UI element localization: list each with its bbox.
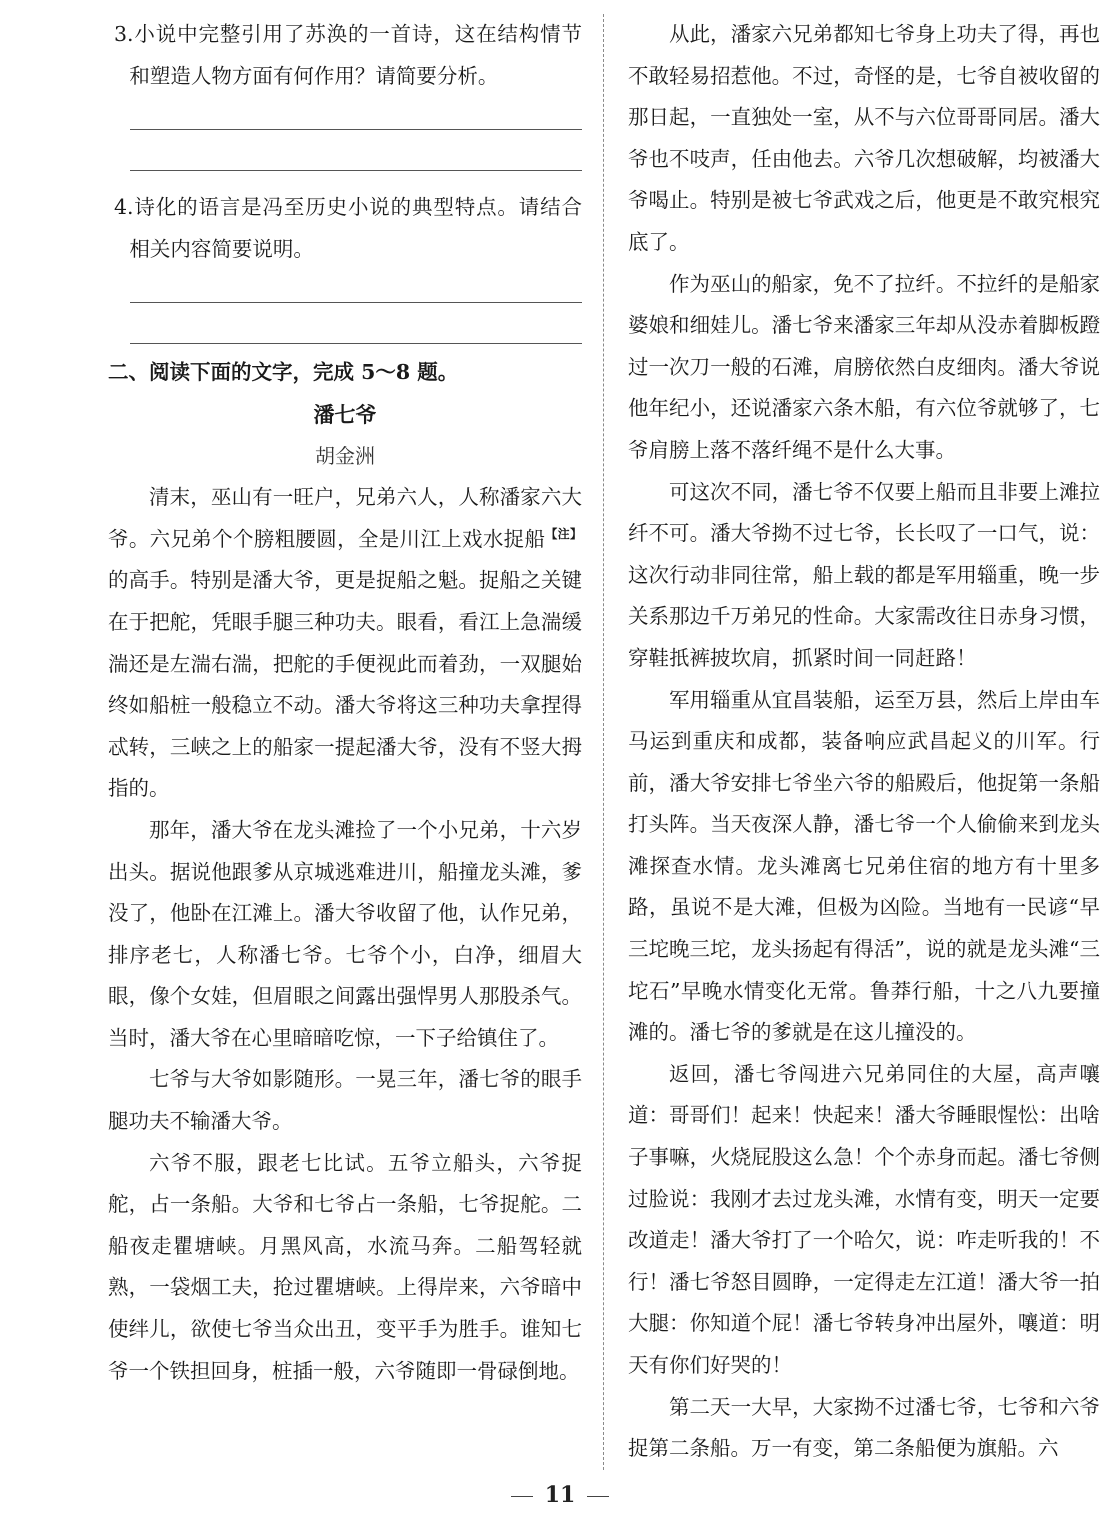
article-title: 潘七爷 (313, 401, 377, 427)
paragraph: 七爷与大爷如影随形。一晃三年，潘七爷的眼手腿功夫不输潘大爷。 (108, 1067, 582, 1134)
paragraph: 军用辎重从宜昌装船，运至万县，然后上岸由车马运到重庆和成都，装备响应武昌起义的川军。行前，潘大爷安排七爷坐六爷的船殿后，他捉第一条船打头阵。当天夜深人静，潘七爷一个人偷偷来到龙头滩探查水情。龙头滩离七兄弟住宿的地方有十里多路，虽说不是大滩，但极为凶险。当地有一民谚“早三坨晚三坨，龙头扬起有得活”，说的就是龙头滩“三坨石”早晚水情变化无常。鲁莽行船，十之八九要撞滩的。潘七爷的爹就是在这儿撞没的。 (628, 687, 1100, 1045)
dash-left (511, 1496, 533, 1497)
paragraph: 那年，潘大爷在龙头滩捡了一个小兄弟，十六岁出头。据说他跟爹从京城逃难进川，船撞龙头滩，爹没了，他卧在江滩上。潘大爷收留了他，认作兄弟，排序老七，人称潘七爷。七爷个小，白净，细眉大眼，像个女娃，但眉眼之间露出强悍男人那股杀气。当时，潘大爷在心里暗暗吃惊，一下子给镇住了。 (108, 817, 582, 1050)
paragraph: 作为巫山的船家，免不了拉纤。不拉纤的是船家婆娘和细娃儿。潘七爷来潘家三年却从没赤着脚板蹬过一次刀一般的石滩，肩膀依然白皮细肉。潘大爷说他年纪小，还说潘家六条木船，有六位爷就够了，七爷肩膀上落不落纤绳不是什么大事。 (628, 271, 1100, 462)
left-column (108, 14, 582, 1392)
paragraph-text: 的高手。特别是潘大爷，更是捉船之魁。捉船之关键在于把舵，凭眼手腿三种功夫。眼看，看江上急湍缓湍还是左湍右湍，把舵的手便视此而着劲，一双腿始终如船桩一般稳立不动。潘大爷将这三种功夫拿捏得忒转，三峡之上的船家一提起潘大爷，没有不竖大拇指的。 (108, 568, 582, 801)
paragraph: 返回，潘七爷闯进六兄弟同住的大屋，高声嚷道：哥哥们！起来！快起来！潘大爷睡眼惺忪：出啥子事嘛，火烧屁股这么急！个个赤身而起。潘七爷侧过脸说：我刚才去过龙头滩，水情有变，明天一定要改道走！潘大爷打了一个哈欠，说：咋走听我的！不行！潘七爷怒目圆睁，一定得走左江道！潘大爷一拍大腿：你知道个屁！潘七爷转身冲出屋外，嚷道：明天有你们好哭的！ (628, 1061, 1100, 1377)
paragraph: 可这次不同，潘七爷不仅要上船而且非要上滩拉纤不可。潘大爷拗不过七爷，长长叹了一口气，说：这次行动非同往常，船上载的都是军用辎重，晚一步关系那边千万弟兄的性命。大家需改往日赤身习惯，穿鞋扺裤披坎肩，抓紧时间一同赶路！ (628, 479, 1100, 670)
page-number (0, 1482, 1120, 1508)
article-author: 胡金洲 (315, 443, 375, 468)
section-heading: 二、阅读下面的文字，完成 5～8 题。 (108, 360, 459, 385)
paragraph: 六爷不服，跟老七比试。五爷立船头，六爷捉舵，占一条船。大爷和七爷占一条船，七爷捉舵。二船夜走瞿塘峡。月黑风高，水流马奔。二船驾轻就熟，一袋烟工夫，抢过瞿塘峡。上得岸来，六爷暗中使绊儿，欲使七爷当众出丑，变平手为胜手。谁知七爷一个铁担回身，桩插一般，六爷随即一骨碌倒地。 (108, 1150, 582, 1383)
right-column (628, 14, 1100, 1470)
paragraph: 从此，潘家六兄弟都知七爷身上功夫了得，再也不敢轻易招惹他。不过，奇怪的是，七爷自被收留的那日起，一直独处一室，从不与六位哥哥同居。潘大爷也不吱声，任由他去。六爷几次想破解，均被潘大爷喝止。特别是被七爷武戏之后，他更是不敢究根究底了。 (628, 22, 1100, 254)
dash-right (587, 1496, 609, 1497)
paragraph: 第二天一大早，大家拗不过潘七爷，七爷和六爷捉第二条船。万一有变，第二条船便为旗船。六 (628, 1394, 1100, 1461)
footnote-mark: 【注】 (545, 526, 582, 541)
question-3: 3.小说中完整引用了苏涣的一首诗，这在结构情节和塑造人物方面有何作用？请简要分析。 (114, 22, 582, 88)
paragraph (108, 477, 582, 810)
question-4: 4.诗化的语言是冯至历史小说的典型特点。请结合相关内容简要说明。 (114, 195, 582, 261)
page-number-text: 11 (544, 1482, 576, 1508)
paragraph-text: 清末，巫山有一旺户，兄弟六人，人称潘家六大爷。六兄弟个个膀粗腰圆，全是川江上戏水捉船 (108, 485, 582, 551)
column-divider (603, 14, 604, 1470)
